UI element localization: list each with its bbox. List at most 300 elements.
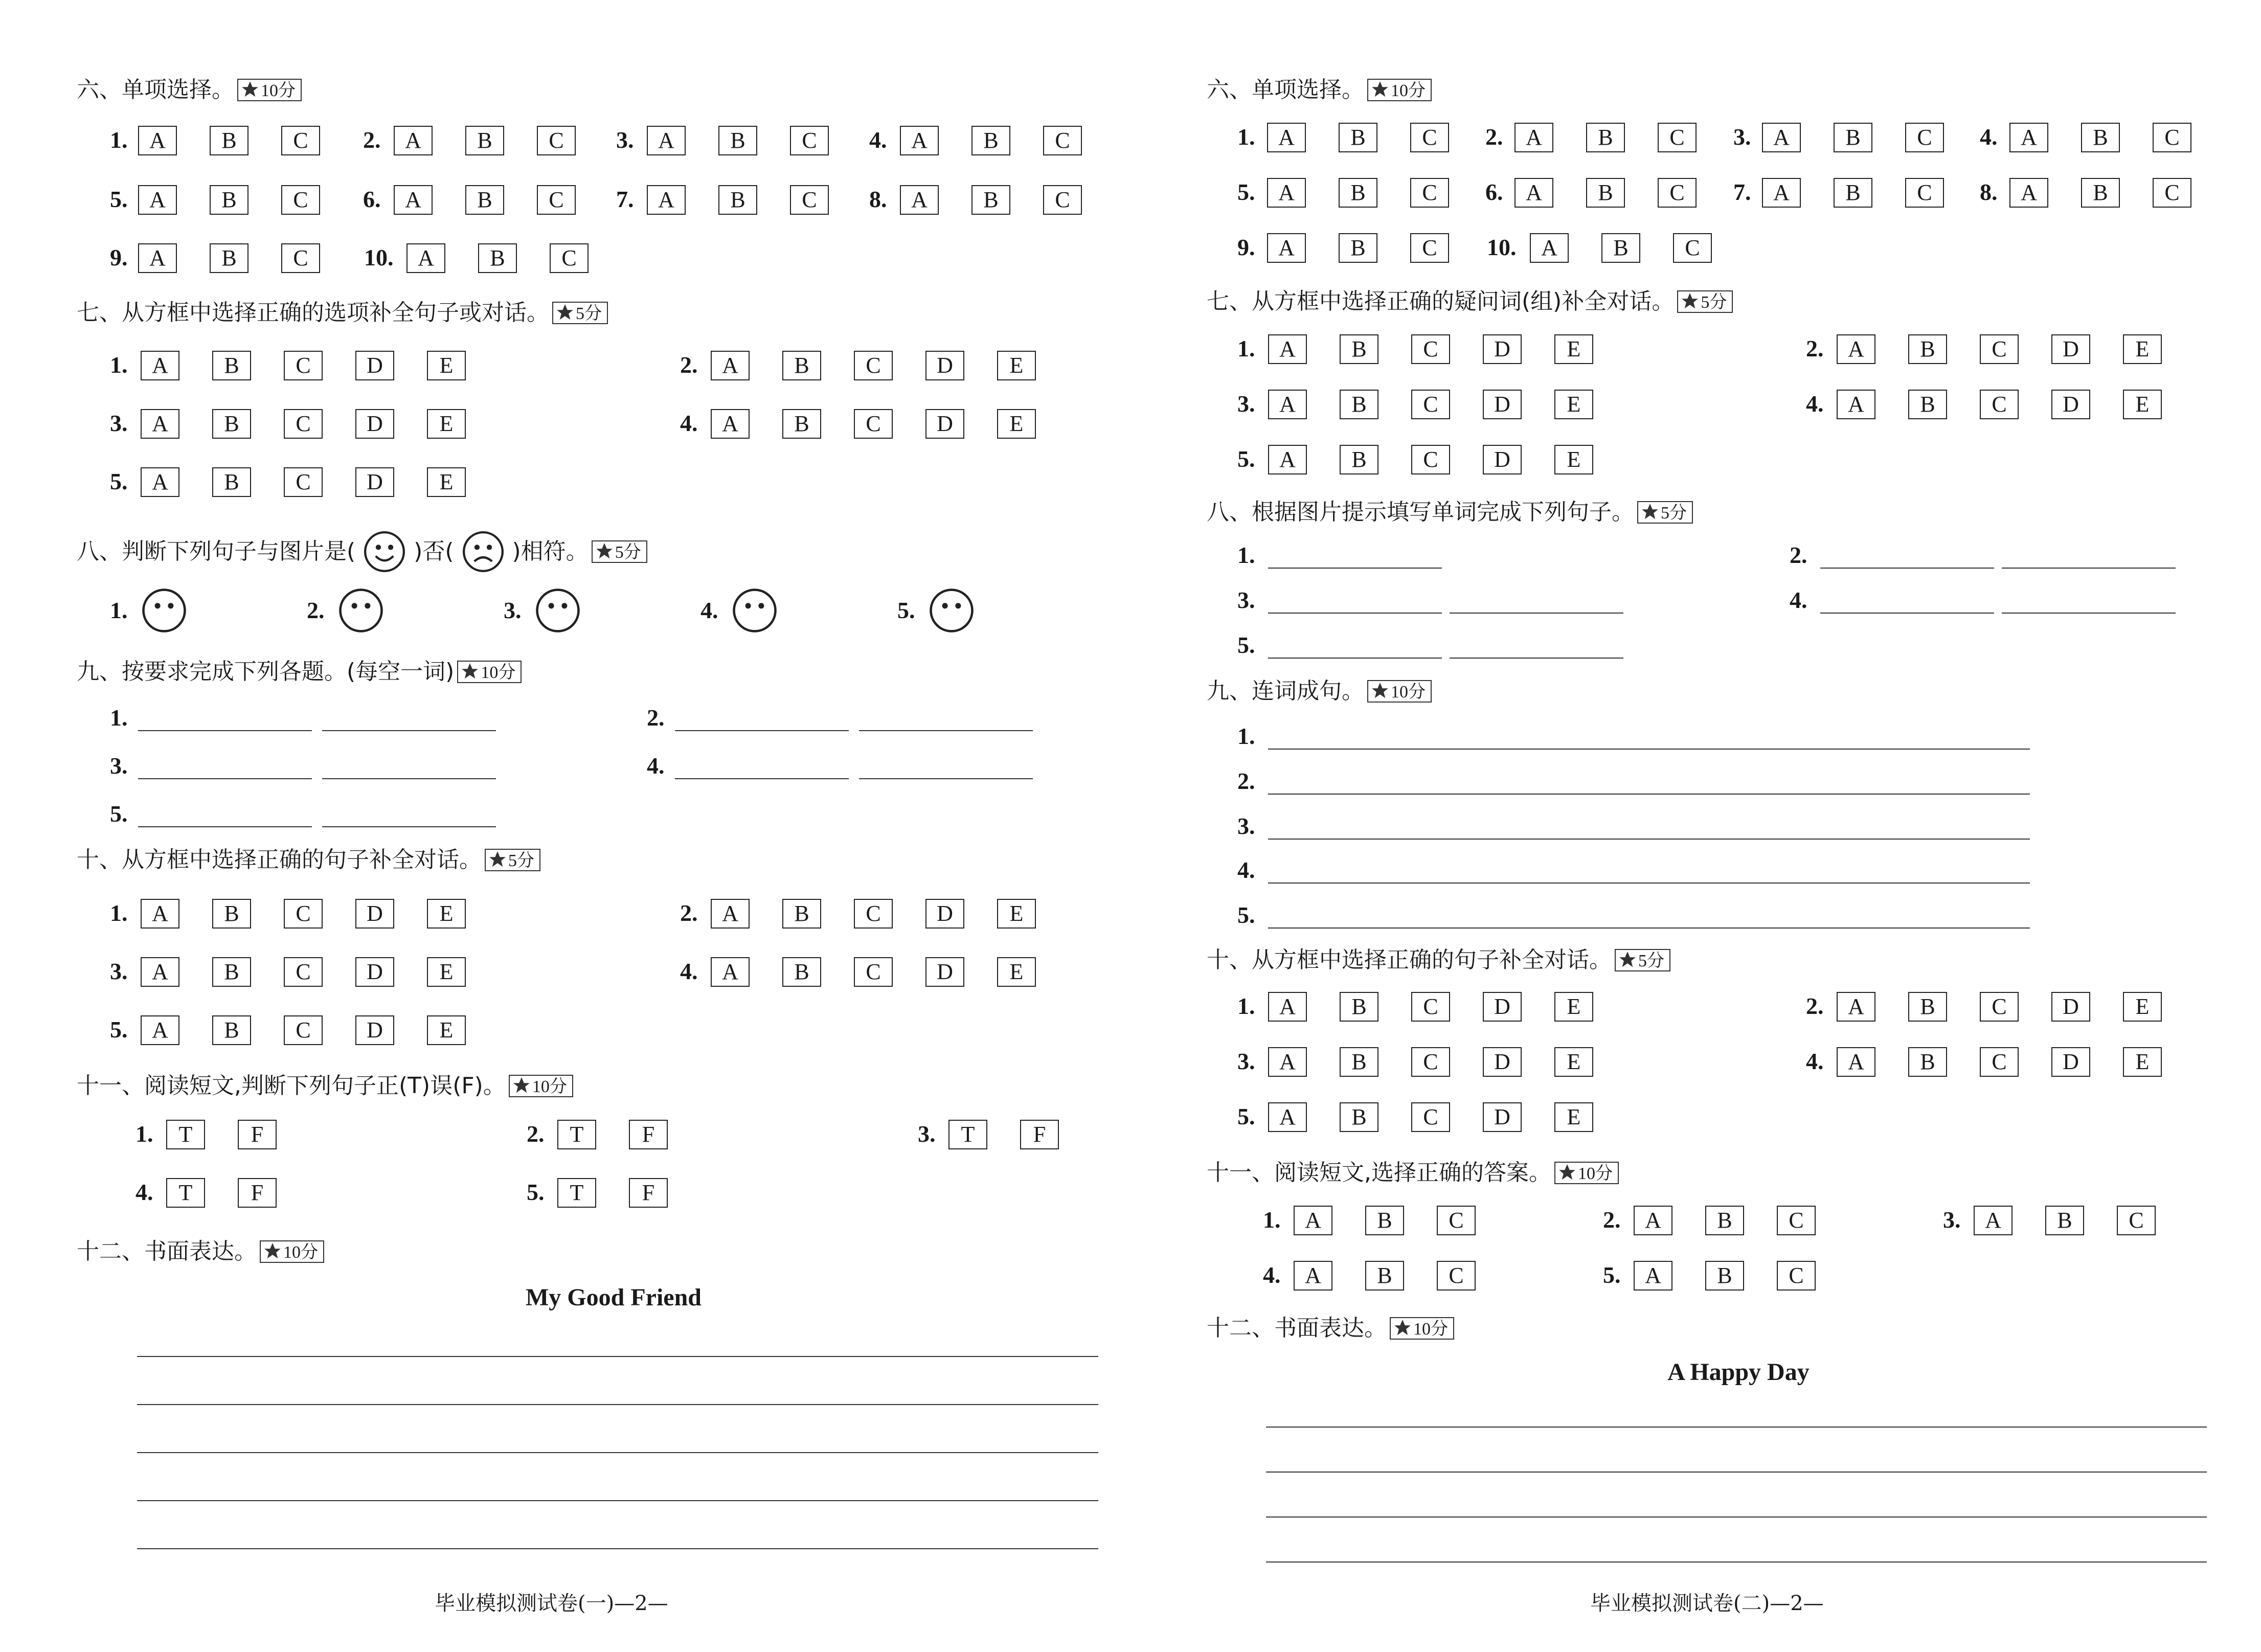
section-7-heading-left: 七、从方框中选择正确的选项补全句子或对话。 5分 (77, 297, 608, 328)
answer-box-a[interactable]: A (141, 957, 179, 987)
question-number: 7. (616, 186, 634, 212)
answer-box-b[interactable]: B (1339, 233, 1377, 263)
answer-line (138, 730, 312, 731)
answer-box-b[interactable]: B (1705, 1261, 1744, 1291)
answer-box-d[interactable]: D (925, 351, 964, 380)
answer-box-c[interactable]: C (854, 957, 893, 987)
answer-box-e[interactable]: E (427, 351, 466, 380)
star-icon (595, 541, 614, 561)
answer-line (138, 778, 312, 779)
question-number: 3. (1237, 391, 1255, 417)
face-circle-icon[interactable] (337, 587, 385, 634)
answer-box-a[interactable]: A (138, 243, 177, 273)
score-badge: 5分 (1637, 501, 1693, 524)
answer-box-b[interactable]: B (212, 409, 251, 439)
answer-box-b[interactable]: B (212, 899, 251, 929)
answer-box-d[interactable]: D (925, 409, 964, 439)
answer-box-c[interactable]: C (1980, 1047, 2019, 1077)
answer-box-a[interactable]: A (138, 185, 177, 215)
answer-box-b[interactable]: B (971, 185, 1010, 215)
question-number: 2. (307, 597, 325, 623)
answer-box-c[interactable]: C (1043, 185, 1082, 215)
answer-box-t[interactable]: T (557, 1120, 596, 1149)
star-icon (512, 1076, 531, 1095)
answer-box-a[interactable]: A (1837, 992, 1875, 1022)
question-number: 2. (680, 900, 698, 926)
answer-box-c[interactable]: C (284, 899, 323, 929)
question-number: 3. (918, 1121, 936, 1147)
answer-box-a[interactable]: A (1837, 1047, 1875, 1077)
question-number: 5. (527, 1179, 545, 1205)
answer-box-a[interactable]: A (1267, 178, 1306, 208)
answer-line (675, 730, 849, 731)
answer-box-c[interactable]: C (537, 185, 576, 215)
answer-box-b[interactable]: B (465, 126, 504, 155)
star-icon (240, 80, 260, 99)
answer-box-a[interactable]: A (2009, 178, 2048, 208)
star-icon (263, 1241, 282, 1261)
section-11-heading-right: 十一、阅读短文,选择正确的答案。 10分 (1207, 1157, 1619, 1188)
question-number: 3. (1733, 124, 1751, 150)
answer-box-c[interactable]: C (1980, 390, 2019, 419)
answer-line (859, 778, 1033, 779)
answer-box-b[interactable]: B (1586, 123, 1625, 152)
section-12-heading-left: 十二、书面表达。 10分 (77, 1235, 324, 1267)
answer-box-c[interactable]: C (1905, 178, 1944, 208)
answer-box-c[interactable]: C (1777, 1261, 1816, 1291)
answer-box-d[interactable]: D (2051, 334, 2090, 364)
answer-box-a[interactable]: A (1837, 390, 1875, 419)
question-number: 4. (1806, 1048, 1824, 1074)
answer-box-c[interactable]: C (1411, 1102, 1450, 1132)
question-number: 2. (1485, 124, 1503, 150)
answer-box-f[interactable]: F (629, 1120, 668, 1149)
answer-box-d[interactable]: D (1483, 992, 1522, 1022)
question-number: 1. (1237, 542, 1255, 568)
answer-line (1268, 927, 2030, 929)
answer-box-a[interactable]: A (647, 185, 686, 215)
answer-box-b[interactable]: B (1601, 233, 1640, 263)
answer-box-c[interactable]: C (1411, 992, 1450, 1022)
answer-line (1268, 749, 2030, 750)
answer-box-c[interactable]: C (1043, 126, 1082, 155)
answer-box-c[interactable]: C (1411, 334, 1450, 364)
answer-box-b[interactable]: B (782, 957, 821, 987)
answer-box-b[interactable]: B (465, 185, 504, 215)
answer-line (1268, 839, 2030, 840)
answer-box-b[interactable]: B (1908, 992, 1947, 1022)
answer-box-c[interactable]: C (854, 351, 893, 380)
sad-face-icon (461, 530, 505, 574)
question-number: 5. (1237, 902, 1255, 928)
question-number: 4. (1806, 391, 1824, 417)
answer-box-f[interactable]: F (238, 1120, 277, 1149)
answer-box-a[interactable]: A (900, 126, 939, 155)
answer-box-d[interactable]: D (355, 467, 394, 497)
answer-line (322, 730, 496, 731)
question-number: 2. (1237, 768, 1255, 794)
section-10-heading-left: 十、从方框中选择正确的句子补全对话。 5分 (77, 844, 540, 875)
answer-box-e[interactable]: E (427, 467, 466, 497)
answer-box-c[interactable]: C (854, 409, 893, 439)
question-number: 5. (110, 186, 128, 212)
answer-box-e[interactable]: E (427, 409, 466, 439)
question-number: 1. (110, 127, 128, 153)
answer-box-b[interactable]: B (210, 243, 248, 273)
answer-line (2002, 613, 2176, 614)
question-number: 2. (1790, 542, 1807, 568)
answer-box-b[interactable]: B (1340, 1047, 1378, 1077)
answer-box-b[interactable]: B (1908, 334, 1947, 364)
face-circle-icon[interactable] (928, 587, 975, 634)
answer-box-c[interactable]: C (1411, 445, 1450, 474)
answer-box-a[interactable]: A (711, 351, 750, 380)
question-number: 3. (110, 958, 128, 984)
score-badge: 10分 (1554, 1162, 1619, 1184)
answer-box-c[interactable]: C (281, 243, 320, 273)
answer-box-b[interactable]: B (1340, 1102, 1378, 1132)
answer-box-c[interactable]: C (284, 1015, 323, 1045)
answer-box-b[interactable]: B (2081, 178, 2120, 208)
answer-line (1266, 1427, 2207, 1428)
question-number: 1. (1263, 1207, 1281, 1233)
answer-box-d[interactable]: D (355, 351, 394, 380)
answer-box-b[interactable]: B (1339, 123, 1377, 152)
answer-box-c[interactable]: C (1410, 178, 1449, 208)
question-number: 4. (647, 753, 665, 779)
answer-box-a[interactable]: A (1514, 178, 1553, 208)
section-9-heading-left: 九、按要求完成下列各题。(每空一词) 10分 (77, 655, 522, 687)
answer-box-e[interactable]: E (2123, 390, 2162, 419)
star-icon (555, 303, 575, 322)
answer-box-a[interactable]: A (1267, 233, 1306, 263)
answer-line (1450, 613, 1623, 614)
answer-box-c[interactable]: C (537, 126, 576, 155)
answer-box-b[interactable]: B (718, 126, 757, 155)
answer-box-c[interactable]: C (1980, 334, 2019, 364)
essay-title-right: A Happy Day (1667, 1359, 1810, 1386)
answer-box-b[interactable]: B (782, 351, 821, 380)
question-number: 6. (1485, 179, 1503, 205)
answer-box-b[interactable]: B (1908, 1047, 1947, 1077)
answer-box-a[interactable]: A (1268, 1102, 1307, 1132)
question-number: 2. (647, 705, 665, 731)
answer-box-c[interactable]: C (284, 467, 323, 497)
question-number: 4. (680, 958, 698, 984)
answer-box-b[interactable]: B (212, 351, 251, 380)
answer-box-b[interactable]: B (1339, 178, 1377, 208)
question-number: 4. (1263, 1262, 1281, 1288)
question-number: 1. (1237, 723, 1255, 749)
question-number: 5. (1237, 179, 1255, 205)
answer-box-b[interactable]: B (971, 126, 1010, 155)
section-9-heading-right: 九、连词成句。 10分 (1207, 675, 1432, 707)
answer-box-b[interactable]: B (210, 185, 248, 215)
answer-box-a[interactable]: A (406, 243, 445, 273)
answer-box-b[interactable]: B (212, 1015, 251, 1045)
answer-box-t[interactable]: T (166, 1120, 205, 1149)
question-number: 2. (680, 352, 698, 378)
question-number: 5. (1237, 632, 1255, 658)
question-number: 1. (1237, 124, 1255, 150)
question-number: 5. (1603, 1262, 1621, 1288)
question-number: 10. (1487, 234, 1517, 260)
answer-box-b[interactable]: B (1705, 1206, 1744, 1235)
answer-line (137, 1404, 1098, 1405)
answer-box-e[interactable]: E (1554, 1102, 1593, 1132)
answer-box-a[interactable]: A (141, 409, 179, 439)
star-icon (460, 662, 480, 681)
answer-box-a[interactable]: A (138, 126, 177, 155)
section-10-heading-right: 十、从方框中选择正确的句子补全对话。 5分 (1207, 944, 1670, 976)
score-badge: 10分 (1367, 79, 1432, 101)
answer-box-d[interactable]: D (925, 899, 964, 929)
question-number: 5. (110, 1016, 128, 1043)
answer-line (1266, 1562, 2207, 1563)
answer-box-a[interactable]: A (1268, 390, 1307, 419)
score-badge: 5分 (1615, 949, 1670, 971)
answer-box-c[interactable]: C (1437, 1206, 1476, 1235)
answer-box-a[interactable]: A (1762, 178, 1801, 208)
question-number: 2. (1603, 1207, 1621, 1233)
answer-box-a[interactable]: A (1268, 445, 1307, 474)
answer-box-a[interactable]: A (1268, 1047, 1307, 1077)
answer-box-c[interactable]: C (281, 185, 320, 215)
answer-box-e[interactable]: E (1554, 390, 1593, 419)
answer-box-d[interactable]: D (2051, 992, 2090, 1022)
section-8-heading-right: 八、根据图片提示填写单词完成下列句子。 5分 (1207, 496, 1693, 528)
answer-box-c[interactable]: C (1658, 123, 1697, 152)
answer-box-c[interactable]: C (1410, 233, 1449, 263)
answer-box-b[interactable]: B (1365, 1261, 1404, 1291)
answer-box-a[interactable]: A (394, 126, 433, 155)
answer-box-e[interactable]: E (1554, 334, 1593, 364)
answer-box-a[interactable]: A (900, 185, 939, 215)
star-icon (1393, 1318, 1412, 1338)
section-6-heading-right: 六、单项选择。 10分 (1207, 74, 1432, 105)
answer-box-c[interactable]: C (1410, 123, 1449, 152)
answer-box-c[interactable]: C (1411, 390, 1450, 419)
answer-line (1266, 1472, 2207, 1473)
answer-line (1268, 882, 2030, 884)
section-12-heading-right: 十二、书面表达。 10分 (1207, 1312, 1454, 1344)
answer-box-b[interactable]: B (2081, 123, 2120, 152)
answer-box-b[interactable]: B (1365, 1206, 1404, 1235)
answer-box-e[interactable]: E (427, 1015, 466, 1045)
answer-box-b[interactable]: B (212, 957, 251, 987)
answer-box-c[interactable]: C (2153, 123, 2191, 152)
answer-box-e[interactable]: E (1554, 1047, 1593, 1077)
answer-box-c[interactable]: C (284, 957, 323, 987)
answer-box-a[interactable]: A (394, 185, 433, 215)
question-number: 3. (110, 753, 128, 779)
answer-box-e[interactable]: E (427, 899, 466, 929)
score-badge: 5分 (1677, 290, 1733, 313)
answer-box-a[interactable]: A (1634, 1206, 1672, 1235)
answer-box-f[interactable]: F (629, 1178, 668, 1208)
answer-box-e[interactable]: E (997, 899, 1036, 929)
answer-box-a[interactable]: A (647, 126, 686, 155)
answer-box-b[interactable]: B (2045, 1206, 2084, 1235)
question-number: 3. (616, 127, 634, 153)
score-badge: 10分 (237, 79, 302, 101)
answer-box-a[interactable]: A (1294, 1206, 1332, 1235)
answer-box-a[interactable]: A (141, 1015, 179, 1045)
smile-face-icon (363, 530, 406, 574)
answer-box-e[interactable]: E (2123, 1047, 2162, 1077)
question-number: 1. (1237, 335, 1255, 361)
question-number: 4. (700, 597, 718, 623)
section-6-heading-left: 六、单项选择。 10分 (77, 74, 302, 105)
answer-box-c[interactable]: C (1658, 178, 1697, 208)
answer-line (2002, 568, 2176, 569)
answer-box-c[interactable]: C (1777, 1206, 1816, 1235)
face-circle-icon[interactable] (141, 587, 188, 634)
question-number: 4. (869, 127, 887, 153)
answer-box-e[interactable]: E (1554, 445, 1593, 474)
answer-box-c[interactable]: C (550, 243, 589, 273)
answer-box-d[interactable]: D (1483, 445, 1522, 474)
answer-box-a[interactable]: A (1268, 992, 1307, 1022)
answer-box-d[interactable]: D (925, 957, 964, 987)
answer-box-a[interactable]: A (1974, 1206, 2013, 1235)
answer-line (137, 1452, 1098, 1453)
answer-box-a[interactable]: A (1634, 1261, 1672, 1291)
answer-box-c[interactable]: C (2117, 1206, 2156, 1235)
answer-box-d[interactable]: D (355, 957, 394, 987)
answer-box-b[interactable]: B (1586, 178, 1625, 208)
answer-box-d[interactable]: D (1483, 1102, 1522, 1132)
score-badge: 10分 (457, 661, 522, 683)
answer-box-d[interactable]: D (1483, 1047, 1522, 1077)
answer-box-d[interactable]: D (2051, 390, 2090, 419)
score-badge: 5分 (592, 540, 647, 563)
answer-line (1268, 568, 1442, 569)
answer-box-t[interactable]: T (166, 1178, 205, 1208)
answer-box-a[interactable]: A (1530, 233, 1569, 263)
question-number: 5. (110, 801, 128, 827)
answer-box-f[interactable]: F (238, 1178, 277, 1208)
answer-box-b[interactable]: B (212, 467, 251, 497)
answer-box-e[interactable]: E (997, 351, 1036, 380)
answer-box-d[interactable]: D (355, 1015, 394, 1045)
answer-box-b[interactable]: B (1340, 992, 1378, 1022)
answer-box-b[interactable]: B (1908, 390, 1947, 419)
answer-box-c[interactable]: C (284, 351, 323, 380)
answer-box-f[interactable]: F (1020, 1120, 1059, 1149)
answer-box-d[interactable]: D (355, 899, 394, 929)
answer-box-e[interactable]: E (997, 957, 1036, 987)
question-number: 5. (110, 468, 128, 494)
answer-box-a[interactable]: A (711, 899, 750, 929)
question-number: 5. (1237, 1103, 1255, 1129)
answer-box-b[interactable]: B (1834, 178, 1872, 208)
answer-box-a[interactable]: A (141, 899, 179, 929)
answer-box-b[interactable]: B (782, 409, 821, 439)
answer-box-b[interactable]: B (1340, 390, 1378, 419)
answer-box-c[interactable]: C (2153, 178, 2191, 208)
question-number: 5. (1237, 446, 1255, 472)
answer-line (137, 1356, 1098, 1357)
question-number: 3. (1943, 1207, 1961, 1233)
answer-box-c[interactable]: C (284, 409, 323, 439)
answer-box-a[interactable]: A (711, 409, 750, 439)
answer-box-c[interactable]: C (281, 126, 320, 155)
answer-box-a[interactable]: A (2009, 123, 2048, 152)
answer-box-b[interactable]: B (718, 185, 757, 215)
answer-box-e[interactable]: E (1554, 992, 1593, 1022)
answer-box-c[interactable]: C (790, 185, 829, 215)
question-number: 1. (110, 352, 128, 378)
star-icon (1370, 80, 1390, 99)
answer-line (675, 778, 849, 779)
answer-box-c[interactable]: C (1905, 123, 1944, 152)
star-icon (1640, 502, 1660, 522)
answer-box-a[interactable]: A (1762, 123, 1801, 152)
answer-box-a[interactable]: A (1837, 334, 1875, 364)
answer-box-a[interactable]: A (711, 957, 750, 987)
answer-box-b[interactable]: B (1340, 445, 1378, 474)
answer-box-c[interactable]: C (1437, 1261, 1476, 1291)
answer-box-a[interactable]: A (1268, 334, 1307, 364)
answer-line (1268, 658, 1442, 659)
question-number: 4. (1790, 587, 1807, 613)
answer-box-e[interactable]: E (2123, 992, 2162, 1022)
face-circle-icon[interactable] (731, 587, 778, 634)
answer-box-d[interactable]: D (1483, 390, 1522, 419)
answer-box-c[interactable]: C (1673, 233, 1712, 263)
answer-box-b[interactable]: B (1340, 334, 1378, 364)
answer-box-b[interactable]: B (782, 899, 821, 929)
answer-line (1820, 568, 1994, 569)
answer-box-c[interactable]: C (790, 126, 829, 155)
score-badge: 10分 (260, 1240, 324, 1263)
essay-title-left: My Good Friend (526, 1284, 702, 1311)
question-number: 2. (1806, 335, 1824, 361)
face-circle-icon[interactable] (534, 587, 581, 634)
answer-line (137, 1500, 1098, 1501)
answer-box-d[interactable]: D (2051, 1047, 2090, 1077)
answer-box-t[interactable]: T (948, 1120, 987, 1149)
score-badge: 5分 (485, 849, 540, 871)
answer-box-a[interactable]: A (1267, 123, 1306, 152)
question-number: 1. (110, 900, 128, 926)
question-number: 9. (110, 244, 128, 270)
score-badge: 10分 (1390, 1317, 1454, 1340)
answer-box-b[interactable]: B (478, 243, 517, 273)
answer-box-b[interactable]: B (210, 126, 248, 155)
answer-box-a[interactable]: A (141, 351, 179, 380)
answer-box-e[interactable]: E (427, 957, 466, 987)
answer-box-t[interactable]: T (557, 1178, 596, 1208)
answer-box-e[interactable]: E (2123, 334, 2162, 364)
answer-box-c[interactable]: C (1411, 1047, 1450, 1077)
answer-box-a[interactable]: A (141, 467, 179, 497)
question-number: 4. (1980, 124, 1998, 150)
answer-box-c[interactable]: C (854, 899, 893, 929)
answer-box-a[interactable]: A (1294, 1261, 1332, 1291)
answer-box-d[interactable]: D (355, 409, 394, 439)
answer-box-b[interactable]: B (1834, 123, 1872, 152)
section-7-heading-right: 七、从方框中选择正确的疑问词(组)补全对话。 5分 (1207, 285, 1733, 317)
answer-line (1268, 794, 2030, 795)
answer-box-d[interactable]: D (1483, 334, 1522, 364)
question-number: 2. (527, 1121, 545, 1147)
answer-box-a[interactable]: A (1514, 123, 1553, 152)
answer-line (1268, 613, 1442, 614)
answer-box-c[interactable]: C (1980, 992, 2019, 1022)
answer-box-e[interactable]: E (997, 409, 1036, 439)
